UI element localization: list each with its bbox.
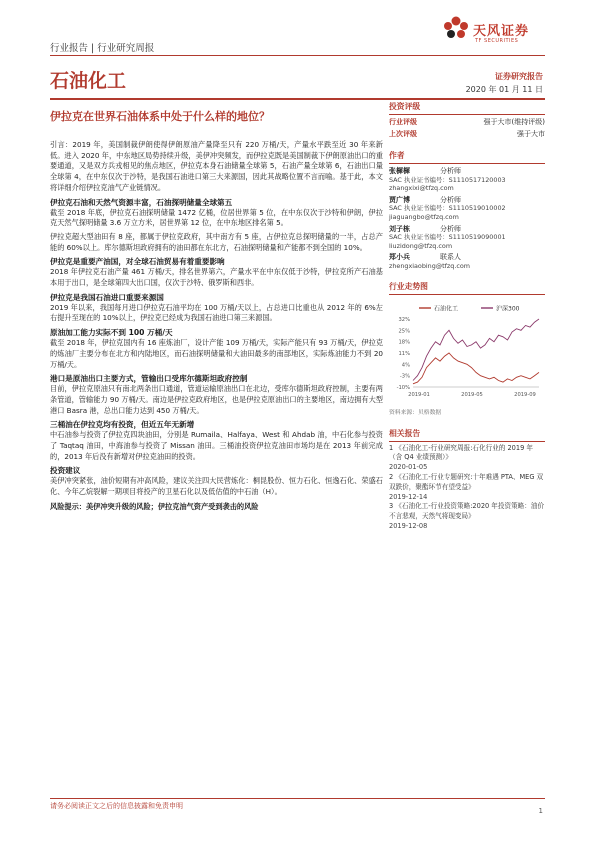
section-paragraph: 美伊冲突紧张，油价短期有冲高风险，建议关注四大民营炼化：桐昆股份、恒力石化、恒逸石化、荣盛石化、今年乙烷裂解一期项目将投产的卫星石化以及低估值的中石油（H）。 xyxy=(50,476,383,497)
y-tick-label: -10% xyxy=(396,384,410,391)
header-rule xyxy=(50,55,545,56)
y-tick-label: 32% xyxy=(398,316,410,323)
section-paragraph: 目前，伊拉克原油只有南北两条出口通道，管道运输原油出口在北边，受库尔德斯坦政府控制，主要有两条管道，管输能力 90 万桶/天。南边是伊拉克政府地区，也是伊拉克原油出口的主要地区，南边拥有大型港口 Basra 港，总出口能力达到 450 万桶/天。 xyxy=(50,384,383,415)
trend-heading: 行业走势图 xyxy=(389,279,545,295)
section-paragraph: 截至 2018 年底，伊拉克石油探明储量 1472 亿桶，位居世界第 5 位，在中东仅次于沙特和伊朗，伊拉克天然气探明储量 3.6 万立方米，居世界第 12 位，在中东地区排名第 5。 xyxy=(50,207,383,228)
trend-chart-svg xyxy=(389,301,545,401)
related-title[interactable]: 3 《石油化工-行业投资策略:2020 年投资策略：油价不言悲观，天然气将现变局》 xyxy=(389,502,545,521)
y-tick-label: 18% xyxy=(398,339,410,346)
logo-english: TF SECURITIES xyxy=(475,38,519,44)
tf-securities-logo-icon xyxy=(442,14,470,44)
author-name: 刘子栋 xyxy=(389,224,410,233)
legend-label: 沪深300 xyxy=(496,305,520,313)
section-heading: 伊拉克石油和天然气资源丰富，石油探明储量全球第五 xyxy=(50,197,233,207)
section-paragraph: 中石油参与投资了伊拉克四块油田，分别是 Rumaila、Halfaya、West 和 Ahdab 油，中石化参与投资了 Taqtaq 油田，中海油参与投资了 Missan 油田。三桶油投资伊拉克油田市场均是在 2013 年前完成的，2013 年后没有新增对伊拉克油田的投资。 xyxy=(50,430,383,461)
author-block xyxy=(389,167,545,193)
author-name: 贾广博 xyxy=(389,195,410,204)
logo-text: 天风证券 xyxy=(473,24,530,39)
series-line xyxy=(413,319,539,381)
y-tick-label: -3% xyxy=(399,373,410,380)
rating-row xyxy=(389,117,545,129)
author-email[interactable]: zhangxixi@tfzq.com xyxy=(389,184,454,193)
x-tick-label: 2019-01 xyxy=(408,391,430,398)
rating-value: 强于大市 xyxy=(517,129,545,138)
section-paragraph: 2018 年伊拉克石油产量 461 万桶/天，排名世界第六，产量水平在中东仅低于沙特，伊拉克所产石油基本用于出口，是全球第四大出口国，仅次于沙特、俄罗斯和西非。 xyxy=(50,267,383,288)
author-role: 分析师 xyxy=(440,195,461,204)
author-block xyxy=(389,196,545,222)
related-date: 2019-12-08 xyxy=(389,521,428,530)
series-line xyxy=(413,353,539,384)
section-paragraph: 截至 2018 年，伊拉克国内有 16 座炼油厂，设计产能 109 万桶/天，实际产能只有 93 万桶/天，伊拉克的炼油厂主要分布在北方和内陆地区，而石油探明储量和大油田最多的南部地区，实际炼油能力不到 20 万桶/天。 xyxy=(50,338,383,369)
risk-warning: 风险提示：美伊冲突升级的风险；伊拉克油气资产受到袭击的风险 xyxy=(50,501,259,511)
section-heading: 伊拉克是我国石油进口重要来源国 xyxy=(50,292,164,302)
rating-heading: 投资评级 xyxy=(389,99,545,115)
page-number: 1 xyxy=(538,807,543,815)
author-block xyxy=(389,253,545,270)
author-email[interactable]: jiaguangbo@tfzq.com xyxy=(389,212,459,221)
section-paragraph: 2019 年以来，我国每月进口伊拉克石油平均在 100 万桶/天以上，占总进口比重也从 2012 年的 6%左右提升至现在的 10%以上，伊拉克已经成为我国石油进口第三来源国。 xyxy=(50,302,383,323)
related-item[interactable] xyxy=(389,502,545,531)
y-tick-label: 4% xyxy=(401,361,410,368)
y-tick-label: 11% xyxy=(398,350,410,357)
trend-chart xyxy=(389,301,545,405)
author-email[interactable]: zhengxiaobing@tfzq.com xyxy=(389,261,471,270)
report-date: 2020 年 01 月 11 日 xyxy=(465,85,543,94)
y-tick-label: 25% xyxy=(398,327,410,334)
section-heading: 原油加工能力实际不到 100 万桶/天 xyxy=(50,328,173,338)
author-sac: SAC 执业证书编号：S1110519010002 xyxy=(389,204,506,213)
report-type: 证券研究报告 xyxy=(495,72,543,81)
related-date: 2019-12-14 xyxy=(389,492,428,501)
intro-paragraph: 引言：2019 年，美国制裁伊朗使得伊朗原油产量降至只有 220 万桶/天，产量水平跌至近 30 年来新低。进入 2020 年，中东地区局势持续升级，美伊冲突频发，而伊拉克既是美国制裁下伊朗原油出口的重要通道，又是双方兵戎相见的焦点地区，伊拉克本身石油储量全球第 5，石油产量全球第 6，石油出口量全球第 4，在中东仅次于沙特，是我国石油进口第三大来源国，因此其战略位置不言而喻。基于此，本文将详细介绍伊拉克油气产业链情况。 xyxy=(50,140,383,192)
author-sac: SAC 执业证书编号：S1110517120003 xyxy=(389,175,506,184)
author-role: 分析师 xyxy=(440,167,461,175)
section-heading: 三桶油在伊拉克均有投资，但近五年无新增 xyxy=(50,420,195,430)
author-name: 张樨樨 xyxy=(389,167,410,175)
author-email[interactable]: liuzidong@tfzq.com xyxy=(389,241,453,250)
report-category: 行业报告 | 行业研究周报 xyxy=(50,43,155,54)
rating-value: 强于大市(维持评级) xyxy=(483,118,545,126)
sector-title: 石油化工 xyxy=(50,70,127,92)
section-paragraph: 伊拉克超大型油田有 8 座，都属于伊拉克政府，其中南方有 5 座，占伊拉克总探明储量的一半，占总产能的 60%以上。库尔德斯坦政府拥有的油田都在东北方，石油探明储量和产能都不到全国的 10%。 xyxy=(50,231,383,252)
footer-disclaimer: 请务必阅读正文之后的信息披露和免责申明 xyxy=(50,802,183,810)
x-tick-label: 2019-05 xyxy=(461,391,483,398)
section-heading: 港口是原油出口主要方式，管输出口受库尔德斯坦政府控制 xyxy=(50,374,248,384)
author-sac: SAC 执业证书编号：S1110519090001 xyxy=(389,233,506,242)
related-item[interactable] xyxy=(389,444,545,473)
rating-key: 上次评级 xyxy=(389,129,417,138)
related-title[interactable]: 2 《石油化工-行业专题研究:十年难遇 PTA、MEG 双双跌价，聚酯环节有望受益》 xyxy=(389,472,544,491)
rating-row xyxy=(389,129,545,141)
section-heading: 投资建议 xyxy=(50,466,81,476)
footer-rule xyxy=(50,798,545,799)
rating-key: 行业评级 xyxy=(389,118,417,126)
chart-source: 资料来源：贝格数据 xyxy=(389,409,442,416)
related-heading: 相关报告 xyxy=(389,426,545,442)
sidebar xyxy=(389,99,545,532)
author-name: 郑小兵 xyxy=(389,253,410,262)
legend-label: 石油化工 xyxy=(434,305,459,313)
x-tick-label: 2019-09 xyxy=(514,391,536,398)
section-heading: 伊拉克是重要产油国，对全球石油贸易有着重要影响 xyxy=(50,257,225,267)
related-date: 2020-01-05 xyxy=(389,463,428,472)
related-title[interactable]: 1 《石油化工-行业研究周报:石化行业的 2019 年（含 Q4 业绩预测）》 xyxy=(389,443,533,462)
report-title: 伊拉克在世界石油体系中处于什么样的地位？ xyxy=(50,110,270,123)
main-content xyxy=(50,140,383,516)
related-item[interactable] xyxy=(389,473,545,502)
author-role: 分析师 xyxy=(440,224,461,233)
author-role: 联系人 xyxy=(440,253,461,262)
author-block xyxy=(389,225,545,251)
authors-heading: 作者 xyxy=(389,148,545,164)
